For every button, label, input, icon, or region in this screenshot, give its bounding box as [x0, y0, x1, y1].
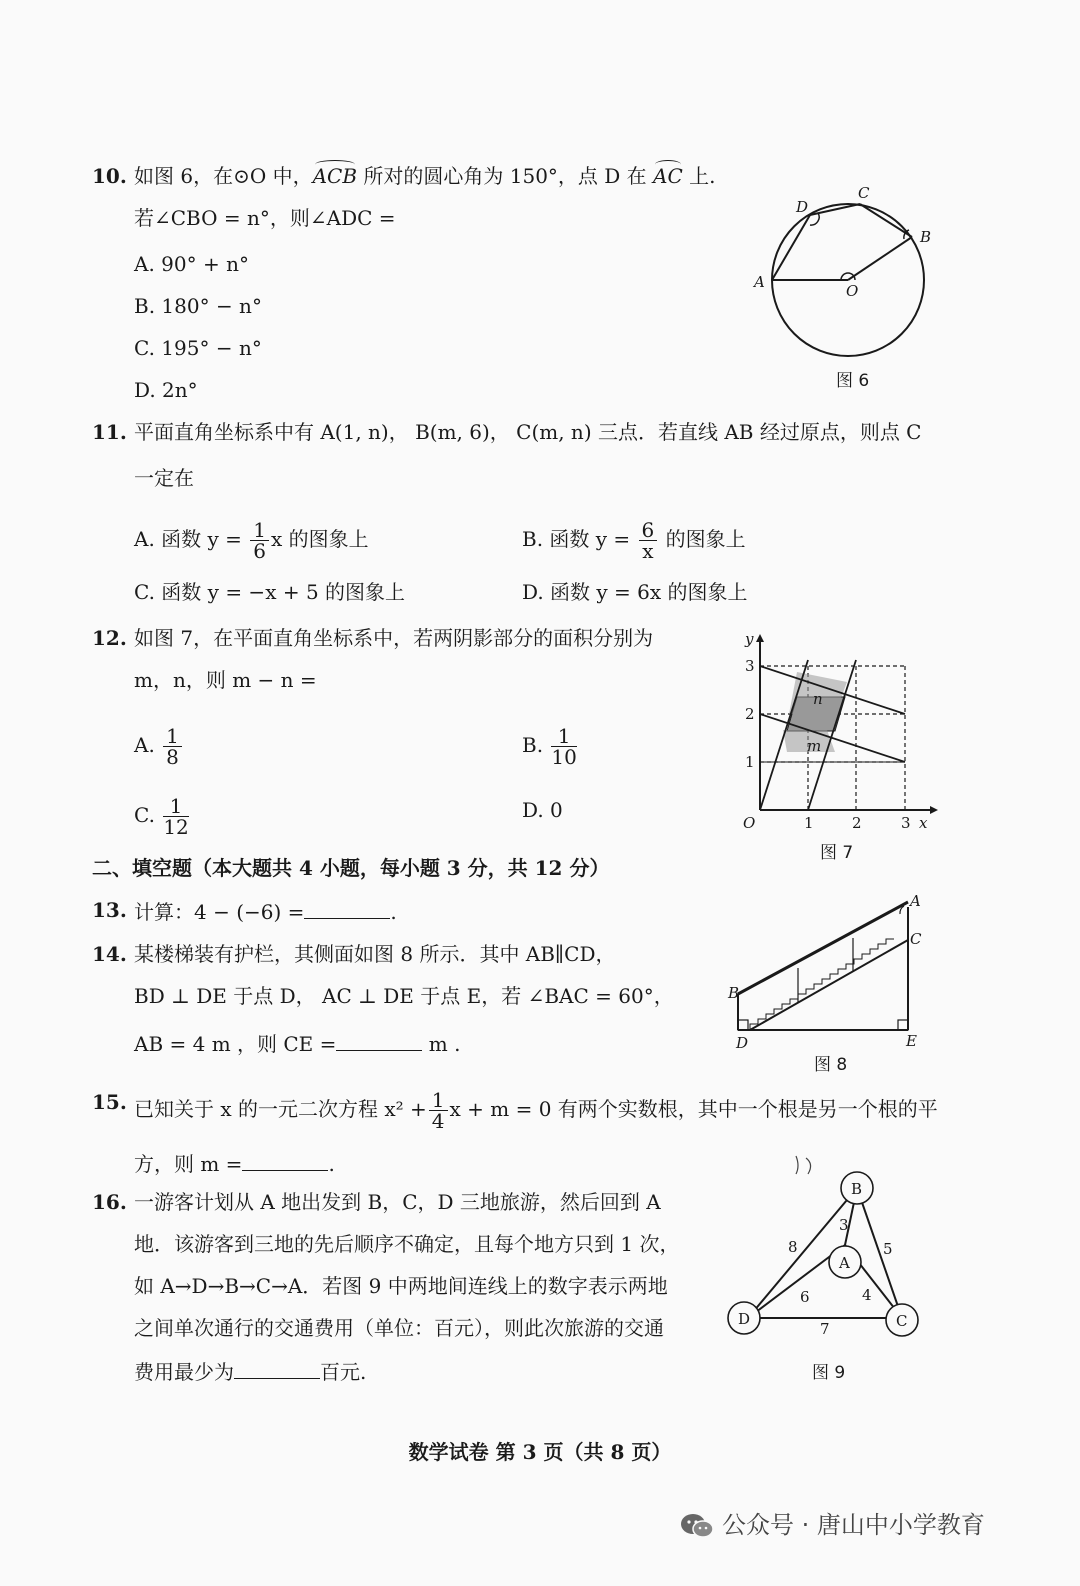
q12-c-label: C. — [134, 803, 155, 827]
watermark-text: 公众号 · 唐山中小学教育 — [722, 1511, 985, 1539]
q12-c-fraction — [163, 796, 188, 837]
q16-line2: 地．该游客到三地的先后顺序不确定，且每个地方只到 1 次， — [134, 1232, 680, 1256]
q12-b-label: B. — [522, 733, 544, 757]
q11-line2: 一定在 — [134, 466, 194, 490]
wechat-icon — [680, 1512, 714, 1540]
q16-line5-post: 百元. — [320, 1360, 367, 1384]
q10-line2: 若∠CBO = n°，则∠ADC = — [134, 206, 396, 230]
q15-fraction — [429, 1090, 448, 1131]
fig8-label-d: D — [736, 1034, 749, 1052]
q12-a-label: A. — [134, 733, 155, 757]
q13-stem-text: 计算：4 − (−6) = — [134, 900, 305, 924]
watermark — [680, 1505, 985, 1540]
q13-stem — [134, 898, 397, 924]
q12-option-d: D. 0 — [522, 798, 563, 822]
figure-7-grid — [735, 630, 945, 835]
fig7-label-n: n — [813, 690, 823, 708]
fig6-label-o: O — [846, 282, 859, 300]
q10-arc-ac-text: AC — [653, 164, 683, 188]
handwritten-mark — [796, 1156, 811, 1174]
q16-line5-pre: 费用最少为 — [134, 1360, 234, 1384]
q12-a-den: 8 — [166, 745, 179, 769]
q14-line3 — [134, 1030, 460, 1056]
q10-arc-acb-text: ACB — [312, 164, 358, 188]
q13-end: . — [390, 900, 397, 924]
q16-line3: 如 A→D→B→C→A．若图 9 中两地间连线上的数字表示两地 — [134, 1274, 668, 1298]
figure-9-graph — [720, 1150, 940, 1350]
q11-option-d: D. 函数 y = 6x 的图象上 — [522, 580, 748, 604]
fig7-tick-y1: 1 — [745, 753, 755, 771]
fig7-label-m: m — [807, 737, 822, 755]
q15-line2-end: . — [328, 1152, 335, 1176]
q10-option-d: D. 2n° — [134, 378, 198, 402]
q16-number: 16. — [92, 1190, 127, 1214]
fig8-label-c: C — [910, 930, 922, 948]
fig9-edge-bc: 5 — [883, 1240, 893, 1258]
fig9-edge-ac: 4 — [862, 1286, 872, 1304]
q12-c-den: 12 — [163, 815, 189, 839]
q15-answer-blank[interactable] — [242, 1150, 328, 1171]
figure-8-staircase — [728, 892, 928, 1052]
q10-arc-ac — [653, 164, 683, 188]
q16-line1: 一游客计划从 A 地出发到 B，C，D 三地旅游，然后回到 A — [134, 1190, 661, 1214]
q10-stem-c: 上. — [682, 164, 716, 188]
fig9-edge-ab: 3 — [839, 1216, 849, 1234]
q11-option-c: C. 函数 y = −x + 5 的图象上 — [134, 580, 406, 604]
q15-frac-den: 4 — [431, 1109, 445, 1133]
q14-answer-blank[interactable] — [336, 1030, 422, 1051]
q14-line3-post: m . — [428, 1032, 461, 1056]
q11-b-num: 6 — [639, 520, 658, 541]
q14-line3-pre: AB = 4 m ，则 CE = — [134, 1032, 337, 1056]
fig8-caption: 图 8 — [814, 1055, 848, 1075]
q14-line1: 某楼梯装有护栏，其侧面如图 8 所示．其中 AB∥CD， — [134, 942, 616, 966]
q16-line5 — [134, 1358, 366, 1384]
fig8-label-b: B — [728, 984, 740, 1002]
q10-arc-acb — [313, 164, 357, 188]
fig6-label-c: C — [858, 184, 870, 202]
fig9-caption: 图 9 — [812, 1363, 846, 1383]
fig7-tick-x3: 3 — [901, 814, 911, 832]
q11-b-den: x — [642, 539, 654, 563]
q10-number: 10. — [92, 164, 127, 188]
q10-option-a: A. 90° + n° — [134, 252, 249, 276]
q15-frac-num: 1 — [429, 1090, 448, 1111]
q12-option-a — [134, 726, 184, 767]
q12-stem: 如图 7，在平面直角坐标系中，若两阴影部分的面积分别为 — [134, 626, 654, 650]
q15-stem — [134, 1090, 938, 1131]
fig7-x-label: x — [919, 814, 928, 832]
q10-option-c: C. 195° − n° — [134, 336, 262, 360]
fig7-y-label: y — [745, 630, 754, 648]
q11-number: 11. — [92, 420, 127, 444]
q12-b-den: 10 — [551, 745, 577, 769]
q11-a-num: 1 — [250, 520, 269, 541]
q11-a-den: 6 — [253, 539, 267, 563]
section-2-heading: 二、填空题（本大题共 4 小题，每小题 3 分，共 12 分） — [92, 856, 610, 880]
page-footer: 数学试卷 第 3 页（共 8 页） — [408, 1440, 672, 1464]
q13-answer-blank[interactable] — [304, 898, 390, 919]
q12-a-fraction — [163, 726, 182, 767]
q10-stem — [134, 164, 716, 188]
q16-line4: 之间单次通行的交通费用（单位：百元），则此次旅游的交通 — [134, 1316, 664, 1340]
q14-number: 14. — [92, 942, 127, 966]
q12-number: 12. — [92, 626, 127, 650]
q15-line2-pre: 方，则 m = — [134, 1152, 243, 1176]
fig8-label-a: A — [910, 892, 921, 910]
q13-number: 13. — [92, 898, 127, 922]
fig6-label-b: B — [920, 228, 932, 246]
q12-b-fraction — [551, 726, 576, 767]
q10-option-b: B. 180° − n° — [134, 294, 262, 318]
fig9-node-d: D — [738, 1310, 751, 1328]
q15-number: 15. — [92, 1090, 127, 1114]
fig7-origin: O — [743, 814, 756, 832]
q12-option-c — [134, 796, 191, 837]
fig7-tick-y3: 3 — [745, 657, 755, 675]
fig7-tick-x2: 2 — [852, 814, 862, 832]
q11-b-post: 的图象上 — [665, 527, 746, 551]
q14-line2: BD ⊥ DE 于点 D， AC ⊥ DE 于点 E，若 ∠BAC = 60°， — [134, 984, 674, 1008]
fig9-edge-dc: 7 — [820, 1320, 830, 1338]
figure-6-circle — [750, 180, 940, 370]
fig8-label-e: E — [906, 1032, 917, 1050]
q11-a-post: x 的图象上 — [271, 527, 369, 551]
q11-stem: 平面直角坐标系中有 A(1, n)， B(m, 6)， C(m, n) 三点．若直线 AB 经过原点，则点 C — [134, 420, 922, 444]
q11-b-pre: B. 函数 y = — [522, 527, 631, 551]
q15-post: x + m = 0 有两个实数根，其中一个根是另一个根的平 — [449, 1097, 938, 1121]
fig9-node-a: A — [839, 1254, 850, 1272]
fig7-tick-y2: 2 — [745, 705, 755, 723]
fig9-edge-ad: 6 — [800, 1288, 810, 1306]
q11-option-b — [522, 520, 746, 561]
q12-c-num: 1 — [163, 796, 188, 817]
q11-b-fraction — [639, 520, 658, 561]
fig9-node-b: B — [851, 1180, 863, 1198]
fig7-tick-x1: 1 — [804, 814, 814, 832]
fig6-label-a: A — [754, 273, 765, 291]
q11-a-fraction — [250, 520, 269, 561]
fig6-label-d: D — [796, 198, 809, 216]
q12-b-num: 1 — [551, 726, 576, 747]
q12-a-num: 1 — [163, 726, 182, 747]
q15-line2 — [134, 1150, 335, 1176]
q15-pre: 已知关于 x 的一元二次方程 x² + — [134, 1097, 427, 1121]
fig6-caption: 图 6 — [836, 371, 870, 391]
q10-stem-a: 如图 6，在⊙O 中， — [134, 164, 313, 188]
q12-option-b — [522, 726, 579, 767]
q10-stem-b: 所对的圆心角为 150°，点 D 在 — [357, 164, 654, 188]
fig9-edge-db: 8 — [788, 1238, 798, 1256]
q16-answer-blank[interactable] — [234, 1358, 320, 1379]
fig9-node-c: C — [896, 1312, 908, 1330]
fig7-caption: 图 7 — [820, 843, 854, 863]
q12-line2: m，n，则 m − n = — [134, 668, 317, 692]
q11-a-pre: A. 函数 y = — [134, 527, 242, 551]
q11-option-a — [134, 520, 369, 561]
